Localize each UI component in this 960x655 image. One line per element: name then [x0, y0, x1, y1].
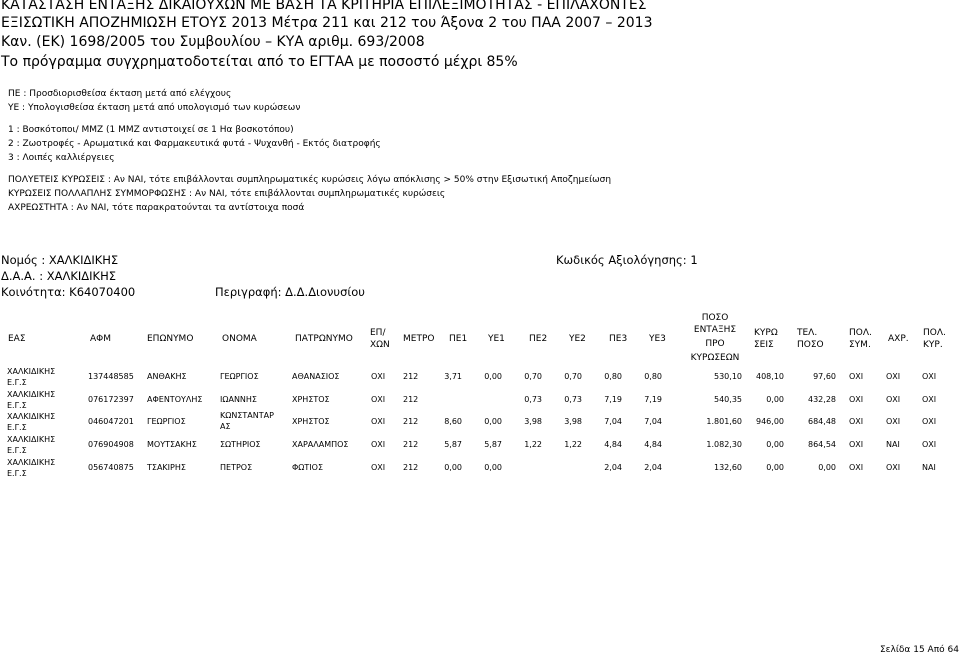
cell-ye2: 1,22 [564, 440, 582, 449]
header-pe2: ΠΕ2 [529, 334, 548, 344]
header-eas: ΕΑΣ [8, 334, 26, 344]
cell-axr: ΟΧΙ [886, 372, 901, 381]
cell-surname: ΜΟΥΤΣΑΚΗΣ [147, 440, 197, 449]
header-ye2: ΥΕ2 [569, 334, 586, 344]
header-polsym-line-1: ΠΟΛ. [849, 328, 872, 338]
cell-first-name: ΚΩΝΣΤΑΝΤΑΡ [220, 411, 274, 420]
cell-pol-sym: ΟΧΙ [849, 395, 864, 404]
cell-first-name-line-2: ΑΣ [220, 422, 231, 431]
cell-ye3: 4,84 [644, 440, 662, 449]
header-metro: ΜΕΤΡΟ [403, 334, 435, 344]
cell-afm: 076904908 [88, 440, 134, 449]
cell-pe3: 4,84 [604, 440, 622, 449]
cell-ye2: 3,98 [564, 417, 582, 426]
cell-pe1: 8,60 [444, 417, 462, 426]
cell-fathers-name: ΧΡΗΣΤΟΣ [292, 417, 330, 426]
cell-ye1: 0,00 [484, 417, 502, 426]
cell-ye3: 7,04 [644, 417, 662, 426]
cell-first-name: ΙΩΑΝΝΗΣ [220, 395, 257, 404]
cell-poso: 530,10 [714, 372, 742, 381]
cell-ye3: 2,04 [644, 463, 662, 472]
cell-pe2: 1,22 [524, 440, 542, 449]
cell-pol-kyr: ΟΧΙ [922, 440, 937, 449]
note-axreostita: ΑΧΡΕΩΣΤΗΤΑ : Αν ΝΑΙ, τότε παρακρατούνται τα αντίστοιχα ποσά [8, 203, 305, 213]
header-patronymo: ΠΑΤΡΩΝΥΜΟ [295, 334, 353, 344]
cell-surname: ΑΝΘΑΚΗΣ [147, 372, 187, 381]
note-category-2: 2 : Ζωοτροφές - Αρωματικά και Φαρμακευτικά φυτά - Ψυχανθή - Εκτός διατροφής [8, 139, 381, 149]
cell-pol-sym: ΟΧΙ [849, 417, 864, 426]
note-polyeteis: ΠΟΛΥΕΤΕΙΣ ΚΥΡΩΣΕΙΣ : Αν ΝΑΙ, τότε επιβάλλονται συμπληρωματικές κυρώσεις λόγω απόκλισης > 50% στην Εξισωτική Αποζημείωση [8, 175, 612, 185]
header-eponymo: ΕΠΩΝΥΜΟ [147, 334, 194, 344]
cell-ye3: 0,80 [644, 372, 662, 381]
note-category-1: 1 : Βοσκότοποι/ ΜΜΖ (1 ΜΜΖ αντιστοιχεί σε 1 Ηα βοσκοτόπου) [8, 125, 294, 135]
header-kyroseis-line-1: ΚΥΡΩ [754, 328, 778, 338]
description-label: Περιγραφή: Δ.Δ.Διονυσίου [215, 285, 365, 299]
evaluation-code: Κωδικός Αξιολόγησης: 1 [556, 253, 698, 267]
cell-surname: ΓΕΩΡΓΙΟΣ [147, 417, 186, 426]
cell-ye3: 7,19 [644, 395, 662, 404]
cell-poso: 1.082,30 [706, 440, 742, 449]
cell-pol-kyr: ΟΧΙ [922, 417, 937, 426]
daa-label: Δ.Α.Α. : ΧΑΛΚΙΔΙΚΗΣ [1, 269, 117, 283]
cell-tel-poso: 864,54 [808, 440, 836, 449]
cell-pe1: 0,00 [444, 463, 462, 472]
cell-ep: ΟΧΙ [371, 463, 386, 472]
note-pollaplis: ΚΥΡΩΣΕΙΣ ΠΟΛΛΑΠΛΗΣ ΣΥΜΜΟΡΦΩΣΗΣ : Αν ΝΑΙ, τότε επιβάλλονται συμπληρωματικές κυρώσεις [8, 189, 446, 199]
cell-eas-line-1: ΧΑΛΚΙΔΙΚΗΣ [7, 435, 56, 444]
cell-ep: ΟΧΙ [371, 395, 386, 404]
cell-ye1: 0,00 [484, 372, 502, 381]
cell-surname: ΤΣΑΚΙΡΗΣ [147, 463, 186, 472]
header-pe3: ΠΕ3 [609, 334, 628, 344]
cell-afm: 137448585 [88, 372, 134, 381]
cell-first-name: ΓΕΩΡΓΙΟΣ [220, 372, 259, 381]
header-ye3: ΥΕ3 [649, 334, 666, 344]
cell-kyroseis: 408,10 [756, 372, 784, 381]
cell-fathers-name: ΑΘΑΝΑΣΙΟΣ [292, 372, 340, 381]
header-polkyr-line-1: ΠΟΛ. [923, 328, 946, 338]
cell-tel-poso: 684,48 [808, 417, 836, 426]
header-ye1: ΥΕ1 [488, 334, 505, 344]
cell-pol-kyr: ΟΧΙ [922, 372, 937, 381]
cell-kyroseis: 0,00 [766, 440, 784, 449]
cell-metro: 212 [403, 372, 419, 381]
note-ye: ΥΕ : Υπολογισθείσα έκταση μετά από υπολογισμό των κυρώσεων [8, 103, 301, 113]
cell-metro: 212 [403, 395, 419, 404]
cell-fathers-name: ΧΡΗΣΤΟΣ [292, 395, 330, 404]
cell-ye1: 0,00 [484, 463, 502, 472]
cell-eas-line-2: Ε.Γ.Σ [7, 469, 27, 478]
cell-fathers-name: ΦΩΤΙΟΣ [292, 463, 324, 472]
cell-pol-kyr: ΝΑΙ [922, 463, 936, 472]
doc-title-line-3: Καν. (ΕΚ) 1698/2005 του Συμβουλίου – ΚΥΑ αριθμ. 693/2008 [1, 34, 425, 50]
cell-surname: ΑΦΕΝΤΟΥΛΗΣ [147, 395, 203, 404]
cell-kyroseis: 946,00 [756, 417, 784, 426]
note-pe: ΠΕ : Προσδιορισθείσα έκταση μετά από ελέγχους [8, 89, 232, 99]
cell-pe1: 5,87 [444, 440, 462, 449]
cell-eas-line-1: ΧΑΛΚΙΔΙΚΗΣ [7, 458, 56, 467]
cell-fathers-name: ΧΑΡΑΛΑΜΠΟΣ [292, 440, 349, 449]
cell-afm: 046047201 [88, 417, 134, 426]
cell-ep: ΟΧΙ [371, 417, 386, 426]
cell-pol-kyr: ΟΧΙ [922, 395, 937, 404]
cell-tel-poso: 97,60 [813, 372, 836, 381]
cell-ye2: 0,70 [564, 372, 582, 381]
cell-pol-sym: ΟΧΙ [849, 463, 864, 472]
cell-pe3: 0,80 [604, 372, 622, 381]
cell-pe2: 0,70 [524, 372, 542, 381]
prefecture-label: Νομός : ΧΑΛΚΙΔΙΚΗΣ [1, 253, 119, 267]
cell-eas-line-2: Ε.Γ.Σ [7, 401, 27, 410]
cell-poso: 1.801,60 [706, 417, 742, 426]
cell-tel-poso: 0,00 [818, 463, 836, 472]
cell-kyroseis: 0,00 [766, 395, 784, 404]
cell-metro: 212 [403, 440, 419, 449]
cell-ye1: 5,87 [484, 440, 502, 449]
header-pe1: ΠΕ1 [449, 334, 468, 344]
note-category-3: 3 : Λοιπές καλλιέργειες [8, 153, 115, 163]
cell-eas-line-2: Ε.Γ.Σ [7, 423, 27, 432]
cell-pe2: 0,73 [524, 395, 542, 404]
cell-axr: ΝΑΙ [886, 440, 900, 449]
cell-pe2: 3,98 [524, 417, 542, 426]
header-ep-line-2: ΧΩΝ [370, 340, 390, 350]
header-ep-line-1: ΕΠ/ [370, 328, 386, 338]
cell-axr: ΟΧΙ [886, 417, 901, 426]
cell-first-name: ΣΩΤΗΡΙΟΣ [220, 440, 261, 449]
header-kyroseis-line-2: ΣΕΙΣ [754, 340, 774, 350]
cell-metro: 212 [403, 463, 419, 472]
cell-eas-line-1: ΧΑΛΚΙΔΙΚΗΣ [7, 390, 56, 399]
cell-poso: 132,60 [714, 463, 742, 472]
doc-title-line-2: ΕΞΙΣΩΤΙΚΗ ΑΠΟΖΗΜΙΩΣΗ ΕΤΟΥΣ 2013 Μέτρα 211 και 212 του Άξονα 2 του ΠΑΑ 2007 – 2013 [1, 15, 653, 31]
community-label: Κοινότητα: K64070400 [1, 285, 136, 299]
header-onoma: ΟΝΟΜΑ [222, 334, 257, 344]
header-tel-line-1: ΤΕΛ. [797, 328, 818, 338]
header-polsym-line-2: ΣΥΜ. [849, 340, 871, 350]
cell-afm: 076172397 [88, 395, 134, 404]
cell-pol-sym: ΟΧΙ [849, 440, 864, 449]
cell-pol-sym: ΟΧΙ [849, 372, 864, 381]
header-afm: ΑΦΜ [90, 334, 112, 344]
cell-eas-line-1: ΧΑΛΚΙΔΙΚΗΣ [7, 412, 56, 421]
cell-pe3: 7,04 [604, 417, 622, 426]
cell-eas-line-2: Ε.Γ.Σ [7, 378, 27, 387]
header-poso-line-3: ΠΡΟ [705, 339, 725, 349]
cell-pe1: 3,71 [444, 372, 462, 381]
cell-axr: ΟΧΙ [886, 463, 901, 472]
cell-axr: ΟΧΙ [886, 395, 901, 404]
cell-eas-line-1: ΧΑΛΚΙΔΙΚΗΣ [7, 367, 56, 376]
header-poso-line-4: ΚΥΡΩΣΕΩΝ [690, 353, 740, 363]
cell-first-name: ΠΕΤΡΟΣ [220, 463, 253, 472]
cell-kyroseis: 0,00 [766, 463, 784, 472]
cell-afm: 056740875 [88, 463, 134, 472]
cell-poso: 540,35 [714, 395, 742, 404]
doc-title-line-1: ΚΑΤΑΣΤΑΣΗ ΕΝΤΑΞΗΣ ΔΙΚΑΙΟΥΧΩΝ ΜΕ ΒΑΣΗ ΤΑ ΚΡΙΤΗΡΙΑ ΕΠΙΛΕΞΙΜΟΤΗΤΑΣ - ΕΠΙΛΑΧΟΝΤΕΣ [1, 0, 647, 13]
header-polkyr-line-2: ΚΥΡ. [923, 340, 943, 350]
cell-eas-line-2: Ε.Γ.Σ [7, 446, 27, 455]
header-axr: ΑΧΡ. [888, 334, 909, 344]
page-number: Σελίδα 15 Από 64 [880, 645, 959, 655]
cell-ep: ΟΧΙ [371, 440, 386, 449]
cell-tel-poso: 432,28 [808, 395, 836, 404]
cell-ep: ΟΧΙ [371, 372, 386, 381]
doc-title-line-4: Το πρόγραμμα συγχρηματοδοτείται από το ΕΓΤΑΑ με ποσοστό μέχρι 85% [1, 54, 518, 70]
header-poso-line-1: ΠΟΣΟ [701, 313, 729, 323]
cell-pe3: 2,04 [604, 463, 622, 472]
cell-metro: 212 [403, 417, 419, 426]
header-tel-line-2: ΠΟΣΟ [797, 340, 824, 350]
cell-pe3: 7,19 [604, 395, 622, 404]
header-poso-line-2: ΕΝΤΑΞΗΣ [693, 325, 737, 335]
cell-ye2: 0,73 [564, 395, 582, 404]
